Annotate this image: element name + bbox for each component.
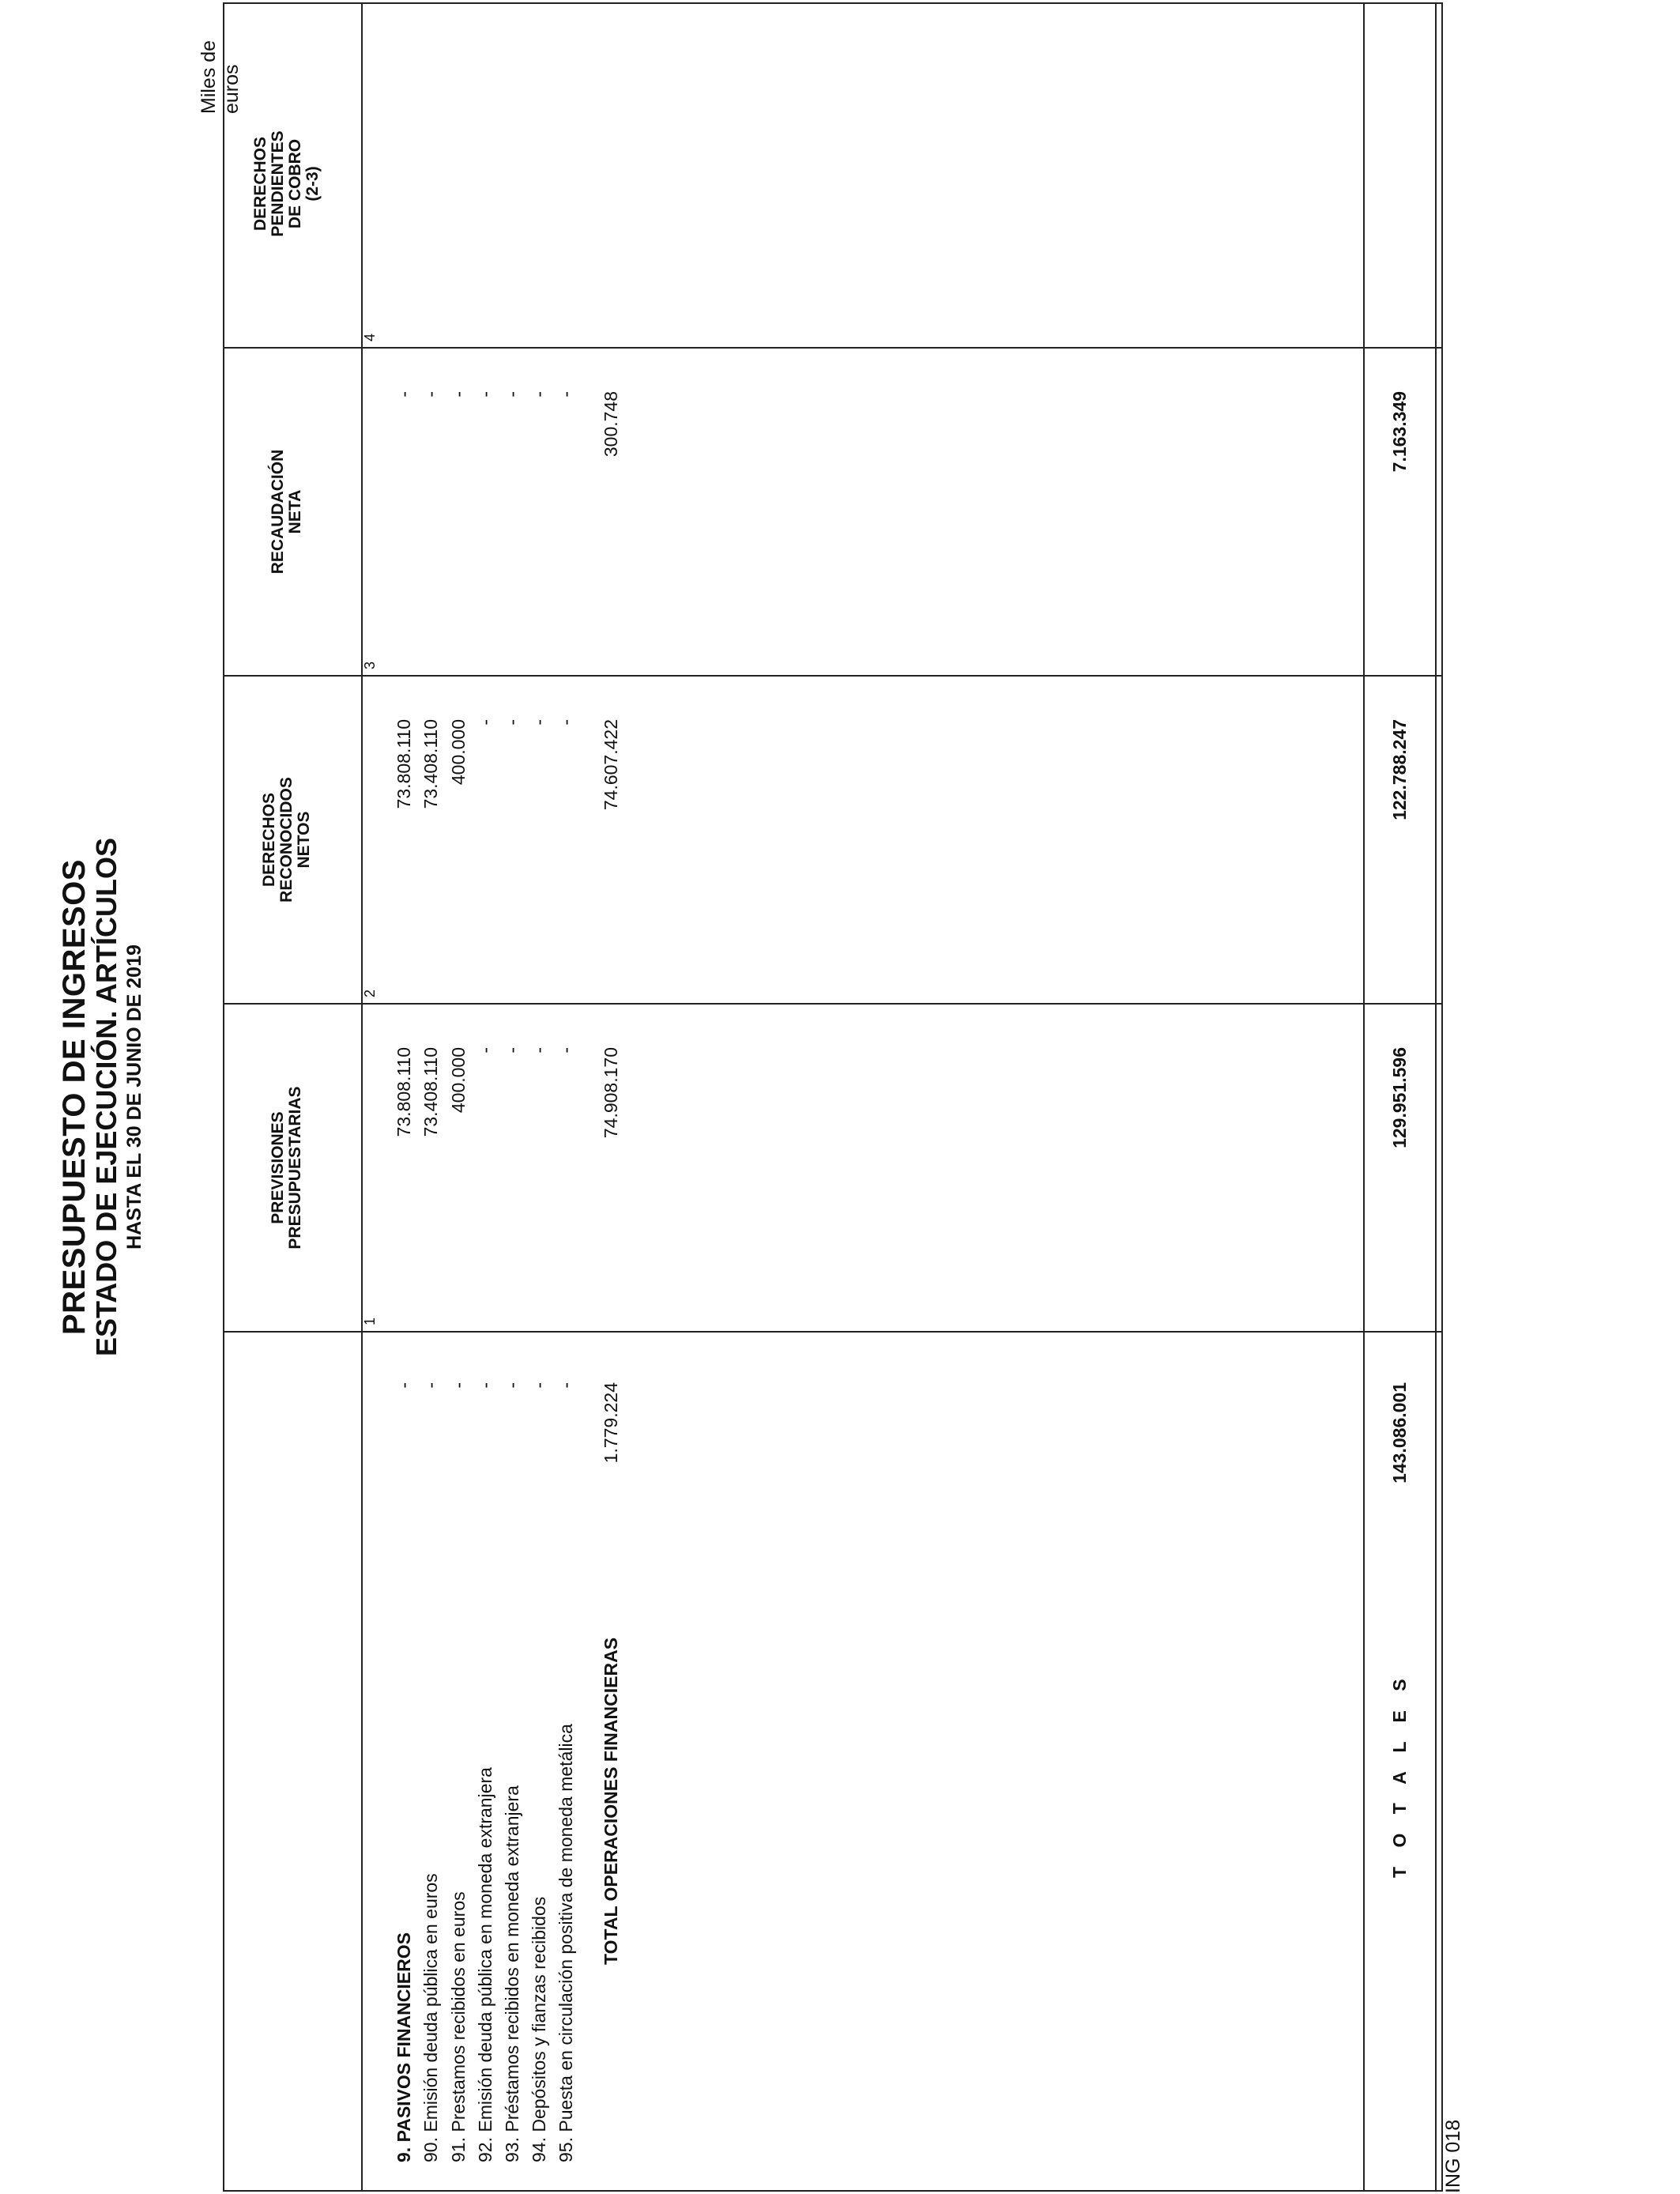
table-cell: - [475, 391, 495, 398]
totals-cell: 129.951.596 [1389, 1047, 1410, 1148]
column-header-line: PENDIENTES [269, 130, 287, 237]
column-header-line: NETOS [295, 811, 313, 869]
table-cell: - [529, 719, 549, 726]
table-cell: - [502, 391, 522, 398]
table-cell: - [475, 1047, 495, 1054]
table-cell: - [420, 391, 441, 398]
column-header-2 [224, 676, 350, 1004]
table-cell: - [556, 719, 576, 726]
report-date: HASTA EL 30 DE JUNIO DE 2019 [123, 944, 145, 1250]
column-header-line: RECONOCIDOS [277, 777, 296, 903]
table-cell: 73.408.110 [420, 1047, 441, 1137]
column-header-line: DERECHOS [251, 136, 269, 232]
column-header-line: PREVISIONES [269, 1111, 287, 1224]
table-cell: 400.000 [448, 719, 469, 786]
table-cell: - [529, 391, 549, 398]
row-label: 93. Préstamos recibidos en moneda extranjera [502, 1785, 522, 2162]
table-cell: - [502, 1382, 522, 1389]
row-label: 92. Emisión deuda pública en moneda extranjera [475, 1767, 495, 2162]
column-header-line: DERECHOS [260, 792, 278, 888]
column-header-line: DE COBRO [286, 138, 304, 229]
table-cell: 73.808.110 [394, 1047, 414, 1137]
subtotal-cell: 74.607.422 [601, 719, 621, 811]
column-header-1 [224, 1004, 350, 1332]
column-header-3 [224, 348, 350, 676]
totals-cell: 122.788.247 [1389, 719, 1410, 820]
table-cell: 400.000 [448, 1047, 469, 1114]
subtotal-cell: 74.908.170 [601, 1047, 621, 1139]
row-label: 91. Prestamos recibidos en euros [448, 1891, 469, 2162]
table-cell: - [556, 1047, 576, 1054]
row-label: 9. PASIVOS FINANCIEROS [394, 1932, 414, 2162]
subtotal-label: TOTAL OPERACIONES FINANCIERAS [601, 1637, 621, 1965]
column-header-4 [224, 20, 350, 348]
row-label: 90. Emisión deuda pública en euros [420, 1873, 441, 2162]
table-cell: - [448, 1382, 469, 1389]
totals-cell: 7.163.349 [1389, 391, 1410, 473]
table-cell: - [529, 1047, 549, 1054]
table-cell: - [475, 719, 495, 726]
table-cell: - [475, 1382, 495, 1389]
column-header-line: RECAUDACIÓN [269, 449, 287, 575]
table-cell: - [556, 1382, 576, 1389]
subtotal-cell: 1.779.224 [601, 1382, 621, 1464]
subtotal-cell: 300.748 [601, 391, 621, 458]
totals-label: T O T A L E S [1389, 1672, 1410, 1878]
totals-cell: 143.086.001 [1389, 1382, 1410, 1483]
table-cell: - [420, 1382, 441, 1389]
column-number-3: 3 [362, 661, 378, 669]
report-title: PRESUPUESTO DE INGRESOS [57, 859, 92, 1336]
column-header-line: PRESUPUESTARIAS [286, 1086, 304, 1250]
column-number-2: 2 [362, 989, 378, 997]
table-cell: 73.808.110 [394, 719, 414, 809]
table-cell: - [394, 1382, 414, 1389]
row-label: 94. Depósitos y fianzas recibidos [529, 1896, 549, 2162]
form-code: ING 018 [1442, 2119, 1464, 2193]
column-header-line: (2-3) [303, 166, 322, 202]
report-subtitle: ESTADO DE EJECUCIÓN. ARTÍCULOS [90, 837, 122, 1357]
column-number-4: 4 [362, 333, 378, 341]
table-cell: - [556, 391, 576, 398]
units-label: Miles de euros [198, 40, 243, 114]
table-cell: - [502, 1047, 522, 1054]
column-header-line: NETA [286, 489, 304, 534]
row-label: 95. Puesta en circulación positiva de moneda metálica [556, 1724, 576, 2162]
table-cell: 73.408.110 [420, 719, 441, 809]
table-cell: - [529, 1382, 549, 1389]
column-number-1: 1 [362, 1317, 378, 1325]
table-cell: - [394, 391, 414, 398]
table-cell: - [448, 391, 469, 398]
table-cell: - [502, 719, 522, 726]
